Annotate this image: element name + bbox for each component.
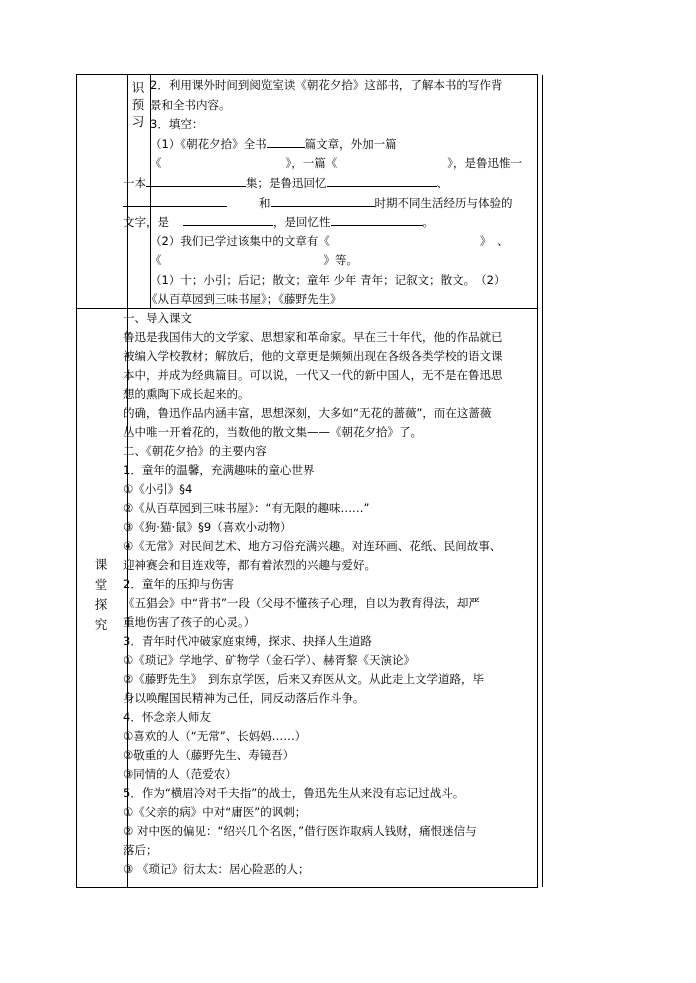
blank[interactable] (331, 212, 423, 226)
content-line: ②敬重的人（藤野先生、寿镜吾） (123, 748, 295, 762)
content-line: ③ 《琐记》衍太太：居心险恶的人； (123, 862, 310, 876)
content-line: 本中，并成为经典篇目。可以说，一代又一代的新中国人，无不是在鲁迅思 (123, 368, 503, 382)
blank[interactable] (146, 173, 246, 187)
content-line: 想的熏陶下成长起来的。 (123, 387, 250, 401)
content-line: 身以唤醒国民精神为己任，同反动落后作斗争。 (123, 691, 365, 705)
content-line: ①《小引》§4 (123, 482, 193, 496)
content-line: 丛中唯一开着花的，当数他的散文集——《朝花夕拾》了。 (123, 425, 422, 439)
column-divider (542, 75, 543, 887)
content-line: 2．童年的压抑与伤害 (123, 577, 234, 591)
content-line: 5．作为“横眉冷对千夫指”的战士，鲁迅先生从来没有忘记过战斗。 (123, 786, 465, 800)
answer-line: （1）十；小引；后记；散文；童年 少年 青年；记叙文；散文。 （2） (150, 272, 506, 287)
content-line: ①《父亲的病》中对“庸医”的讽刺； (123, 805, 307, 819)
class-explore-label: 课 堂 探 究 (94, 557, 108, 632)
content-line: ①喜欢的人（“无常”、长妈妈……） (123, 729, 307, 743)
preview-label: 识 预 习 (131, 80, 145, 129)
content-line: 迎神赛会和目连戏等，都有着浓烈的兴趣与爱好。 (123, 558, 376, 572)
blank[interactable] (327, 173, 437, 187)
content-line: 鲁迅是我国伟大的文学家、思想家和革命家。早在三十年代，他的作品就已 (123, 330, 503, 344)
content-line: 的确，鲁迅作品内涵丰富，思想深刻，大多如“无花的蔷薇”，而在这蔷薇 (123, 406, 492, 420)
preview-content: 2．利用课外时间到阅览室读《朝花夕拾》这部书，了解本书的写作背 景和全书内容。 3．填空： (150, 76, 502, 135)
content-line: ①《琐记》学地学、矿物学（金石学）、赫胥黎《天演论》 (123, 653, 416, 667)
blank[interactable] (267, 134, 305, 148)
content-line: 二、《朝花夕拾》的主要内容 (123, 444, 267, 458)
content-line: ②《藤野先生》 到东京学医，后来又弃医从文。从此走上文学道路，毕 (123, 672, 485, 686)
blank[interactable] (183, 212, 273, 226)
content-line: 4．怀念亲人师友 (123, 710, 211, 724)
class-explore-content (123, 309, 503, 879)
content-line: 《五猖会》中“背书”一段（父母不懂孩子心理，自以为教育得法，却严 (123, 596, 480, 610)
content-line: 3．青年时代冲破家庭束缚，探求、抉择人生道路 (123, 634, 372, 648)
content-line: ④《无常》对民间艺术、地方习俗充满兴趣。对连环画、花纸、民间故事、 (123, 539, 502, 553)
content-line: 1．童年的温馨，充满趣味的童心世界 (123, 463, 315, 477)
content-line: ② 对中医的偏见：“绍兴几个名医，”借行医诈取病人钱财，痛恨迷信与 (123, 824, 477, 838)
content-line: 被编入学校教材；解放后，他的文章更是频频出现在各级各类学校的语文课 (123, 349, 503, 363)
content-line: ③《狗·猫·鼠》§9（喜欢小动物） (123, 520, 292, 534)
fill-in-blanks: （1）《朝花夕拾》全书 篇文章，外加一篇 《 》，一篇《 》，是鲁迅惟一 一本 集；是鲁迅回忆 、 和 时期不同生活经历与体验的 文字，是 ，是回忆性 。 （2）我们已学过该集中的文章有《 》 、 《 》等。 （1）十；小引；后记；散文；童年 少年 青年；记叙文；散文。 （2） 《从百草园到三味书屋》；《藤野先生》 (150, 134, 522, 310)
content-line: ③同情的人（范爱农） (123, 767, 237, 781)
content-line: 重地伤害了孩子的心灵。） (123, 615, 256, 629)
content-line: ②《从百草园到三味书屋》：“有无限的趣味……” (123, 501, 370, 515)
blank[interactable] (123, 193, 227, 207)
content-line: 落后； (123, 843, 158, 857)
blank[interactable] (271, 193, 375, 207)
content-line: 一、导入课文 (123, 311, 192, 325)
question-3: 3．填空： (150, 117, 204, 131)
question-2: 2．利用课外时间到阅览室读《朝花夕拾》这部书，了解本书的写作背 (150, 78, 503, 92)
